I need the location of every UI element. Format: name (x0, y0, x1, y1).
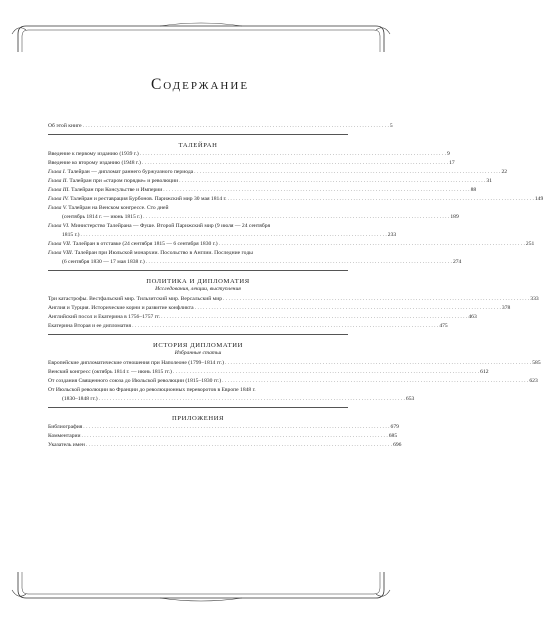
entry-text-continuation: (6 сентября 1830 — 17 мая 1838 г.) (62, 259, 145, 265)
top-ornament-frame (10, 22, 392, 52)
section-subheading: Исследования, лекции, выступления (155, 286, 241, 292)
table-of-contents (48, 122, 543, 450)
entry-page: 22 (501, 169, 508, 175)
chapter-label: Глава III. (48, 187, 70, 193)
entry-text: Талейран при Июльской монархии. Посольство в Англии. Последние годы (74, 250, 253, 256)
entry-page: 31 (486, 178, 493, 184)
entry-page: 475 (439, 323, 448, 329)
toc-entry (48, 432, 398, 441)
entry-page: 233 (387, 232, 397, 238)
page-title: Содержание (150, 76, 250, 93)
entry-text: От создания Священного союза до Июльской революции (1815–1830 гг.) (48, 378, 222, 384)
entry-page: 685 (388, 433, 398, 439)
toc-entry (48, 204, 459, 222)
divider (48, 134, 348, 135)
section-subheading: Избранные статьи (174, 350, 222, 356)
toc-entry (48, 359, 541, 368)
entry-text-continuation: 1815 г.) (62, 232, 80, 238)
entry-page: 463 (468, 314, 477, 320)
toc-entry (48, 322, 448, 331)
entry-page: 333 (530, 296, 539, 302)
entry-text: Комментарии (48, 433, 81, 439)
entry-page: 696 (393, 442, 402, 448)
entry-text-continuation: (1830–1848 гг.) (62, 396, 98, 402)
toc-entry (48, 386, 415, 404)
entry-page: 88 (470, 187, 477, 193)
entry-page: 5 (389, 123, 393, 129)
section-heading: ТАЛЕЙРАН (178, 142, 218, 149)
section-heading: ИСТОРИЯ ДИПЛОМАТИИ (153, 342, 243, 349)
toc-entry (48, 159, 455, 168)
toc-entry (48, 195, 543, 204)
entry-page: 378 (501, 305, 511, 311)
toc-entry (48, 186, 477, 195)
toc-entry (48, 368, 489, 377)
toc-entry (48, 313, 477, 322)
chapter-label: Глава IV. (48, 196, 69, 202)
toc-entry (48, 222, 397, 240)
toc-entry (48, 249, 462, 267)
entry-text: Талейран при Консульстве и Империи (71, 187, 163, 193)
toc-entry (48, 304, 511, 313)
entry-page: 653 (405, 396, 415, 402)
entry-text: Об этой книге (48, 123, 82, 129)
entry-text: Венский конгресс (октябрь 1814 г. — июнь 1815 гг.) (48, 369, 172, 375)
toc-entry (48, 423, 399, 432)
entry-page: 623 (529, 378, 538, 384)
entry-text: Библиография (48, 424, 83, 430)
entry-text: Талейран на Венском конгрессе. Сто дней (68, 205, 169, 211)
entry-page: 612 (480, 369, 489, 375)
entry-page: 251 (525, 241, 535, 247)
chapter-label: Глава VIII. (48, 250, 74, 256)
entry-text: Талейран и реставрация Бурбонов. Парижский мир 30 мая 1814 г. (70, 196, 227, 202)
entry-text: Талейран — дипломат раннего буржуазного периода (67, 169, 194, 175)
entry-text-continuation: (сентябрь 1814 г. — июнь 1815 г.) (62, 214, 143, 220)
entry-text: Введение ко второму изданию (1948 г.) (48, 160, 141, 166)
entry-text: Указатель имен (48, 442, 85, 448)
entry-page: 189 (450, 214, 459, 220)
chapter-label: Глава VII. (48, 241, 72, 247)
divider (48, 270, 348, 271)
toc-entry (48, 177, 493, 186)
section-heading: ПОЛИТИКА И ДИПЛОМАТИЯ (146, 278, 250, 285)
toc-entry (48, 168, 508, 177)
entry-page: 149 (534, 196, 543, 202)
entry-text: Три катастрофы. Вестфальский мир. Тильзитский мир. Версальский мир (48, 296, 223, 302)
entry-page: 274 (452, 259, 462, 265)
divider (48, 334, 348, 335)
section-heading: ПРИЛОЖЕНИЯ (171, 415, 225, 422)
entry-page: 9 (447, 151, 450, 157)
divider (48, 407, 348, 408)
entry-text: Английский посол и Екатерина в 1756–1757 гг. (48, 314, 161, 320)
toc-entry (48, 295, 539, 304)
toc-entry (48, 441, 402, 450)
entry-text: Введение к первому изданию (1939 г.) (48, 151, 139, 157)
chapter-label: Глава I. (48, 169, 67, 175)
toc-entry (48, 240, 535, 249)
chapter-label: Глава II. (48, 178, 68, 184)
entry-text: Англия и Турция. Исторические корни и развитие конфликта (48, 305, 194, 311)
toc-entry (48, 150, 450, 159)
chapter-label: Глава VI. (48, 223, 70, 229)
entry-text: От Июльской революции во Франции до революционных переворотов в Европе 1848 г. (48, 387, 256, 393)
entry-text: Талейран при «старом порядке» и революции (69, 178, 179, 184)
bottom-ornament-frame (10, 572, 392, 602)
entry-text: Министерство Талейрана — Фуше. Второй Парижский мир (9 июля — 24 сентября (70, 223, 271, 229)
chapter-label: Глава V. (48, 205, 67, 211)
entry-text: Екатерина Вторая и ее дипломатия (48, 323, 132, 329)
entry-page: 17 (449, 160, 455, 166)
entry-text: Талейран в отставке (24 сентября 1815 — 6 сентября 1830 г.) (72, 241, 218, 247)
entry-page: 585 (532, 360, 541, 366)
entry-page: 679 (390, 424, 399, 430)
toc-entry-about (48, 122, 393, 131)
entry-text: Европейские дипломатические отношения при Наполеоне (1799–1814 гг.) (48, 360, 224, 366)
toc-entry (48, 377, 538, 386)
